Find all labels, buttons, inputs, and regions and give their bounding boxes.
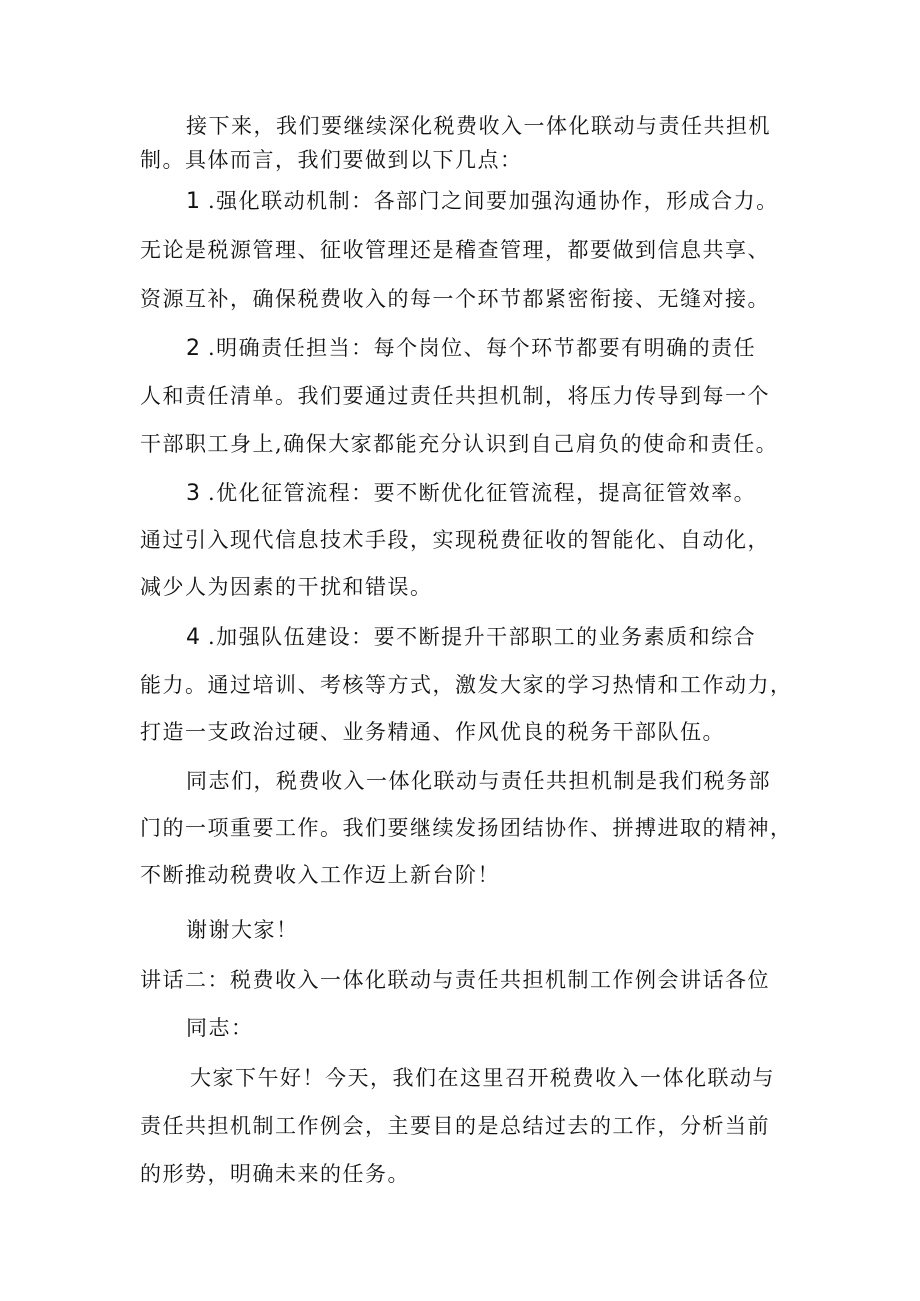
list-item-4-text: .加强队伍建设：要不断提升干部职工的业务素质和综合 bbox=[208, 625, 757, 649]
paragraph-closing-line-1: 同志们，税费收入一体化联动与责任共担机制是我们税务部 bbox=[186, 769, 771, 793]
list-item-3-line-2: 通过引入现代信息技术手段，实现税费征收的智能化、自动化， bbox=[140, 528, 770, 552]
list-item-4-line-3: 打造一支政治过硬、业务精通、作风优良的税务干部队伍。 bbox=[140, 720, 725, 744]
paragraph-intro-line-1: 接下来，我们要继续深化税费收入一体化联动与责任共担机 bbox=[186, 114, 771, 138]
thanks-line: 谢谢大家！ bbox=[186, 918, 299, 942]
paragraph-closing-line-3: 不断推动税费收入工作迈上新台阶！ bbox=[140, 863, 500, 887]
speech2-heading-line-2: 同志： bbox=[186, 1016, 254, 1040]
paragraph-closing-line-2: 门的一项重要工作。我们要继续发扬团结协作、拼搏进取的精神， bbox=[140, 816, 793, 840]
list-item-3-line-1 bbox=[186, 478, 756, 509]
list-item-1-line-2: 无论是税源管理、征收管理还是稽查管理，都要做到信息共享、 bbox=[140, 238, 770, 262]
paragraph-greeting-line-1: 大家下午好！今天，我们在这里召开税费收入一体化联动与 bbox=[190, 1066, 775, 1090]
list-item-4-line-1 bbox=[186, 622, 756, 653]
list-item-3-text: .优化征管流程：要不断优化征管流程，提高征管效率。 bbox=[208, 481, 757, 505]
list-item-1-text: .强化联动机制：各部门之间要加强沟通协作，形成合力。 bbox=[208, 189, 779, 213]
paragraph-greeting-line-3: 的形势，明确未来的任务。 bbox=[140, 1162, 410, 1186]
paragraph-intro-line-2: 制。具体而言，我们要做到以下几点： bbox=[140, 148, 523, 172]
list-item-4-number: 4 bbox=[186, 625, 200, 650]
list-item-2-line-1 bbox=[186, 333, 756, 364]
list-item-1-line-3: 资源互补，确保税费收入的每一个环节都紧密衔接、无缝对接。 bbox=[140, 287, 770, 311]
list-item-3-number: 3 bbox=[186, 481, 200, 506]
list-item-2-text: .明确责任担当：每个岗位、每个环节都要有明确的责任 bbox=[208, 336, 757, 360]
list-item-4-line-2: 能力。通过培训、考核等方式，激发大家的学习热情和工作动力， bbox=[140, 673, 793, 697]
list-item-3-line-3: 减少人为因素的干扰和错误。 bbox=[140, 575, 433, 599]
list-item-1-number: 1 bbox=[186, 189, 200, 214]
list-item-1-line-1 bbox=[186, 186, 779, 217]
list-item-2-number: 2 bbox=[186, 336, 200, 361]
list-item-2-line-3: 干部职工身上,确保大家都能充分认识到自己肩负的使命和责任。 bbox=[140, 432, 779, 456]
paragraph-greeting-line-2: 责任共担机制工作例会，主要目的是总结过去的工作，分析当前 bbox=[140, 1114, 770, 1138]
speech2-heading-line-1: 讲话二：税费收入一体化联动与责任共担机制工作例会讲话各位 bbox=[140, 968, 770, 992]
list-item-2-line-2: 人和责任清单。我们要通过责任共担机制，将压力传导到每一个 bbox=[140, 384, 770, 408]
